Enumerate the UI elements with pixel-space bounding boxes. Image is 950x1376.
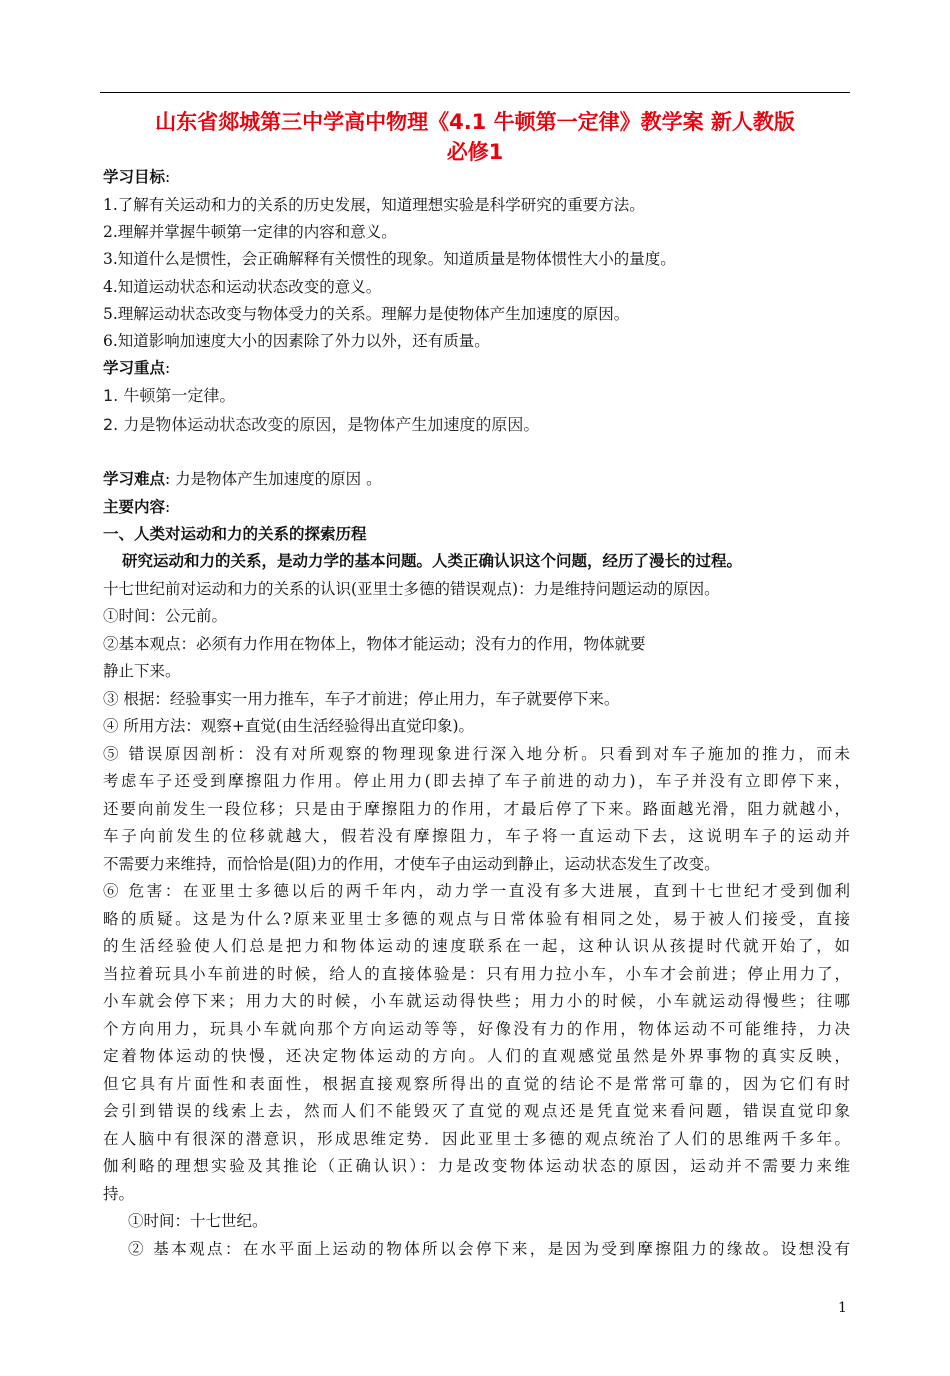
- main-content-colon: :: [165, 498, 171, 516]
- document-title-line2: 必修1: [446, 140, 504, 164]
- body-line: 在人脑中有很深的潜意识，形成思维定势．因此亚里士多德的观点统治了人们的思维两千多年。: [103, 1130, 850, 1148]
- body-line: ②基本观点：必须有力作用在物体上，物体才能运动；没有力的作用，物体就要: [103, 635, 646, 653]
- body-line: 小车就会停下来；用力大的时候，小车就运动得快些；用力小的时候，小车就运动得慢些；往哪: [103, 992, 850, 1010]
- body-line: 还要向前发生一段位移；只是由于摩擦阻力的作用，才最后停了下来。路面越光滑，阻力就越小，: [103, 800, 850, 818]
- difficulty-heading: 学习难点: [103, 470, 166, 488]
- body-line: ② 基本观点：在水平面上运动的物体所以会停下来，是因为受到摩擦阻力的缘故。设想没有: [128, 1240, 850, 1258]
- objectives-heading: 学习目标: [103, 168, 166, 186]
- key-points-colon: :: [165, 359, 171, 377]
- body-line: 伽利略的理想实验及其推论（正确认识）：力是改变物体运动状态的原因，运动并不需要力来维: [103, 1157, 850, 1175]
- body-line: 但它具有片面性和表面性，根据直接观察所得出的直觉的结论不是常常可靠的，因为它们有时: [103, 1075, 850, 1093]
- body-line: 不需要力来维持，而恰恰是(阻)力的作用，才使车子由运动到静止，运动状态发生了改变。: [103, 855, 720, 873]
- body-line: 会引到错误的线索上去，然而人们不能毁灭了直觉的观点还是凭直觉来看问题，错误直觉印象: [103, 1102, 850, 1120]
- body-line: ⑥ 危害：在亚里士多德以后的两千年内，动力学一直没有多大进展，直到十七世纪才受到伽利: [103, 882, 850, 900]
- body-line: 定着物体运动的快慢，还决定物体运动的方向。人们的直观感觉虽然是外界事物的真实反映，: [103, 1047, 850, 1065]
- body-line: 车子向前发生的位移就越大，假若没有摩擦阻力，车子将一直运动下去，这说明车子的运动并: [103, 827, 850, 845]
- body-line: 当拉着玩具小车前进的时候，给人的直接体验是：只有用力拉小车，小车才会前进；停止用力了，: [103, 965, 850, 983]
- body-line: ⑤ 错误原因剖析：没有对所观察的物理现象进行深入地分析。只看到对车子施加的推力，而未: [103, 745, 850, 763]
- body-line: ③ 根据：经验事实一用力推车，车子才前进；停止用力，车子就要停下来。: [103, 690, 620, 708]
- difficulty-row: [103, 466, 382, 492]
- objective-item: 3.知道什么是惯性，会正确解释有关惯性的现象。知道质量是物体惯性大小的量度。: [103, 250, 676, 268]
- key-points-heading-row: [103, 355, 170, 381]
- objectives-colon: :: [165, 168, 171, 186]
- key-point-item: 1. 牛顿第一定律。: [103, 386, 236, 405]
- section1-intro: 研究运动和力的关系，是动力学的基本问题。人类正确认识这个问题，经历了漫长的过程。: [122, 552, 743, 570]
- body-line: 持。: [103, 1185, 135, 1203]
- document-title-line1: 山东省郯城第三中学高中物理《4.1 牛顿第一定律》教学案 新人教版: [155, 110, 795, 134]
- objectives-heading-row: [103, 164, 170, 190]
- body-line: 十七世纪前对运动和力的关系的认识(亚里士多德的错误观点)：力是维持问题运动的原因。: [103, 580, 720, 598]
- main-content-heading-row: [103, 494, 170, 520]
- body-line: ④ 所用方法：观察+直觉(由生活经验得出直觉印象)。: [103, 717, 475, 735]
- body-line: 略的质疑。这是为什么?原来亚里士多德的观点与日常体验有相同之处，易于被人们接受，直接: [103, 910, 850, 928]
- objective-item: 5.理解运动状态改变与物体受力的关系。理解力是使物体产生加速度的原因。: [103, 305, 630, 323]
- body-line: ①时间：公元前。: [103, 607, 228, 625]
- main-content-heading: 主要内容: [103, 498, 166, 516]
- body-line: ①时间：十七世纪。: [128, 1212, 268, 1230]
- header-rule: [100, 92, 850, 93]
- objective-item: 1.了解有关运动和力的关系的历史发展，知道理想实验是科学研究的重要方法。: [103, 196, 645, 214]
- body-line: 静止下来。: [103, 662, 181, 680]
- page-number: 1: [838, 1300, 847, 1316]
- difficulty-text: : 力是物体产生加速度的原因 。: [165, 470, 382, 488]
- body-line: 个方向用力，玩具小车就向那个方向运动等等，好像没有力的作用，物体运动不可能维持，力决: [103, 1020, 850, 1038]
- key-points-heading: 学习重点: [103, 359, 166, 377]
- key-point-item: 2. 力是物体运动状态改变的原因，是物体产生加速度的原因。: [103, 415, 540, 434]
- objective-item: 2.理解并掌握牛顿第一定律的内容和意义。: [103, 223, 397, 241]
- objective-item: 6.知道影响加速度大小的因素除了外力以外，还有质量。: [103, 332, 490, 350]
- body-line: 考虑车子还受到摩擦阻力作用。停止用力(即去掉了车子前进的动力)，车子并没有立即停下来，: [103, 772, 850, 790]
- section1-title: 一、人类对运动和力的关系的探索历程: [103, 525, 367, 543]
- body-line: 的生活经验使人们总是把力和物体运动的速度联系在一起，这种认识从孩提时代就开始了，如: [103, 937, 850, 955]
- objective-item: 4.知道运动状态和运动状态改变的意义。: [103, 278, 382, 296]
